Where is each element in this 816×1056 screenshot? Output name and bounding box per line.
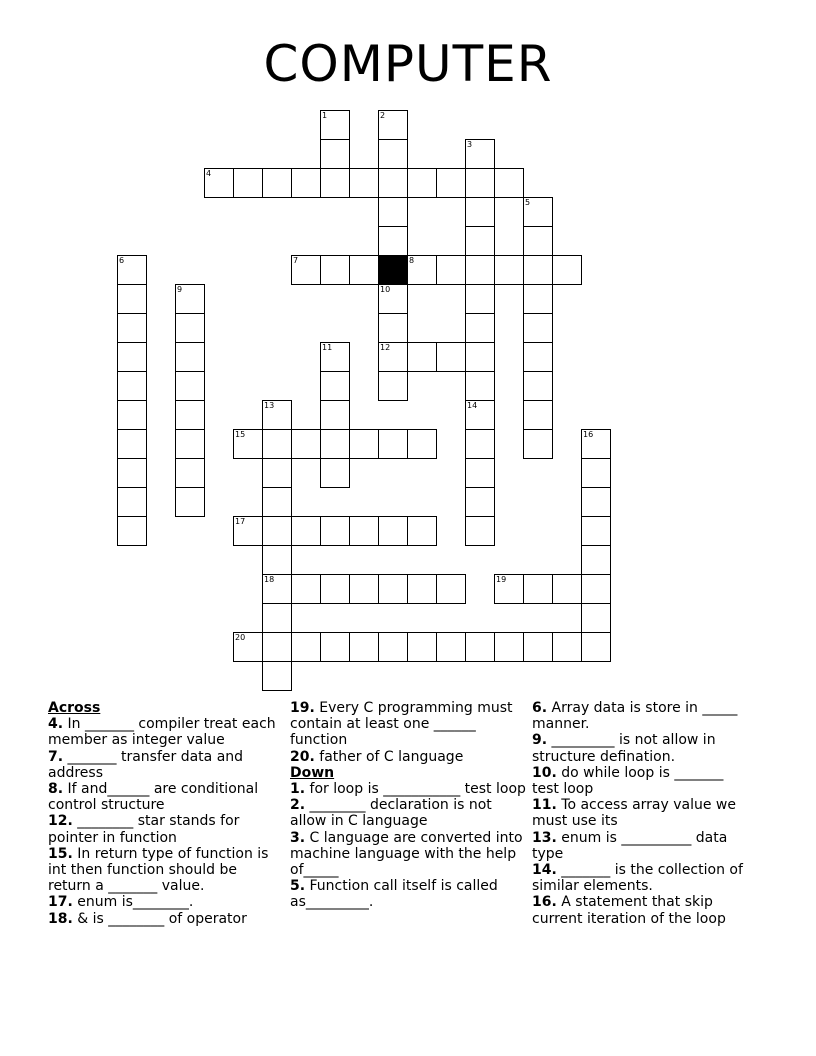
crossword-square[interactable] xyxy=(465,139,495,169)
crossword-square[interactable] xyxy=(320,342,350,372)
blocked-square xyxy=(378,255,408,285)
crossword-square[interactable] xyxy=(494,255,524,285)
crossword-square[interactable] xyxy=(349,632,379,662)
clue-down-5: 5. Function call itself is called as_________. xyxy=(290,878,498,911)
crossword-square[interactable] xyxy=(523,632,553,662)
crossword-square[interactable] xyxy=(552,255,582,285)
clue-across-12: 12. ________ star stands for pointer in function xyxy=(48,813,240,846)
crossword-square[interactable] xyxy=(262,400,292,430)
crossword-square[interactable] xyxy=(320,168,350,198)
across-heading: Across xyxy=(48,700,101,716)
crossword-square[interactable] xyxy=(175,313,205,343)
crossword-square[interactable] xyxy=(262,632,292,662)
crossword-square[interactable] xyxy=(407,632,437,662)
crossword-square[interactable] xyxy=(581,574,611,604)
crossword-square[interactable] xyxy=(523,371,553,401)
crossword-square[interactable] xyxy=(552,574,582,604)
crossword-square[interactable] xyxy=(465,458,495,488)
crossword-square[interactable] xyxy=(465,400,495,430)
crossword-square[interactable] xyxy=(523,255,553,285)
crossword-square[interactable] xyxy=(523,284,553,314)
crossword-square[interactable] xyxy=(465,168,495,198)
clues-column-2 xyxy=(290,700,526,911)
crossword-square[interactable] xyxy=(117,429,147,459)
square-number: 20 xyxy=(235,633,246,642)
crossword-square[interactable] xyxy=(465,255,495,285)
crossword-square[interactable] xyxy=(378,139,408,169)
crossword-square[interactable] xyxy=(262,168,292,198)
crossword-square[interactable] xyxy=(407,255,437,285)
crossword-square[interactable] xyxy=(117,313,147,343)
crossword-square[interactable] xyxy=(494,168,524,198)
clue-across-17: 17. enum is________. xyxy=(48,894,194,911)
crossword-square[interactable] xyxy=(320,400,350,430)
crossword-square[interactable] xyxy=(581,545,611,575)
square-number: 15 xyxy=(235,430,246,439)
square-number: 1 xyxy=(322,111,328,120)
crossword-square[interactable] xyxy=(291,255,321,285)
crossword-square[interactable] xyxy=(581,516,611,546)
square-number: 12 xyxy=(380,343,391,352)
crossword-square[interactable] xyxy=(436,574,466,604)
crossword-square[interactable] xyxy=(407,429,437,459)
clue-down-13: 13. enum is __________ data type xyxy=(532,829,728,862)
crossword-square[interactable] xyxy=(320,632,350,662)
crossword-square[interactable] xyxy=(117,487,147,517)
crossword-square[interactable] xyxy=(117,400,147,430)
crossword-square[interactable] xyxy=(233,168,263,198)
crossword-square[interactable] xyxy=(465,371,495,401)
crossword-square[interactable] xyxy=(465,429,495,459)
crossword-square[interactable] xyxy=(175,342,205,372)
clue-down-10: 10. do while loop is _______ test loop xyxy=(532,764,724,798)
clue-across-7: 7. _______ transfer data and address xyxy=(48,748,244,781)
crossword-square[interactable] xyxy=(465,342,495,372)
crossword-square[interactable] xyxy=(523,197,553,227)
crossword-square[interactable] xyxy=(175,487,205,517)
crossword-square[interactable] xyxy=(262,661,292,691)
clue-across-4: 4. In _______ compiler treat each member as integer value xyxy=(48,716,276,749)
square-number: 19 xyxy=(496,575,507,584)
crossword-square[interactable] xyxy=(349,516,379,546)
crossword-square[interactable] xyxy=(523,574,553,604)
crossword-square[interactable] xyxy=(436,632,466,662)
clue-across-15: 15. In return type of function is int then function should be return a _______ value. xyxy=(48,845,269,895)
square-number: 6 xyxy=(119,256,125,265)
crossword-square[interactable] xyxy=(320,458,350,488)
crossword-square[interactable] xyxy=(320,139,350,169)
crossword-square[interactable] xyxy=(175,400,205,430)
crossword-square[interactable] xyxy=(233,429,263,459)
clue-down-9: 9. _________ is not allow in structure defination. xyxy=(532,732,716,765)
crossword-square[interactable] xyxy=(117,255,147,285)
crossword-square[interactable] xyxy=(436,168,466,198)
crossword-square[interactable] xyxy=(117,284,147,314)
crossword-square[interactable] xyxy=(465,632,495,662)
crossword-square[interactable] xyxy=(262,603,292,633)
crossword-square[interactable] xyxy=(175,284,205,314)
clue-across-18: 18. & is ________ of operator xyxy=(48,910,247,927)
crossword-square[interactable] xyxy=(320,371,350,401)
crossword-square[interactable] xyxy=(291,429,321,459)
crossword-square[interactable] xyxy=(378,110,408,140)
crossword-square[interactable] xyxy=(291,168,321,198)
square-number: 3 xyxy=(467,140,473,149)
square-number: 16 xyxy=(583,430,594,439)
crossword-square[interactable] xyxy=(465,516,495,546)
crossword-square[interactable] xyxy=(436,342,466,372)
square-number: 4 xyxy=(206,169,212,178)
crossword-square[interactable] xyxy=(175,429,205,459)
crossword-square[interactable] xyxy=(581,632,611,662)
crossword-square[interactable] xyxy=(349,574,379,604)
crossword-square[interactable] xyxy=(117,516,147,546)
square-number: 10 xyxy=(380,285,391,294)
clues-column-1 xyxy=(48,700,278,927)
crossword-square[interactable] xyxy=(262,516,292,546)
crossword-square[interactable] xyxy=(291,574,321,604)
crossword-square[interactable] xyxy=(378,197,408,227)
clue-down-6: 6. Array data is store in _____ manner. xyxy=(532,700,738,733)
crossword-square[interactable] xyxy=(407,342,437,372)
crossword-square[interactable] xyxy=(262,458,292,488)
clue-across-8: 8. If and______ are conditional control structure xyxy=(48,781,259,814)
crossword-square[interactable] xyxy=(349,429,379,459)
crossword-square[interactable] xyxy=(320,574,350,604)
crossword-square[interactable] xyxy=(494,632,524,662)
crossword-square[interactable] xyxy=(523,226,553,256)
square-number: 17 xyxy=(235,517,246,526)
puzzle-title: COMPUTER xyxy=(263,35,553,93)
square-number: 14 xyxy=(467,401,478,410)
crossword-square[interactable] xyxy=(465,284,495,314)
crossword-square[interactable] xyxy=(378,342,408,372)
crossword-square[interactable] xyxy=(523,429,553,459)
square-number: 8 xyxy=(409,256,415,265)
crossword-square[interactable] xyxy=(465,313,495,343)
crossword-square[interactable] xyxy=(436,255,466,285)
crossword-square[interactable] xyxy=(262,545,292,575)
crossword-square[interactable] xyxy=(378,371,408,401)
clue-across-19: 19. Every C programming must contain at least one ______ function xyxy=(290,700,513,749)
square-number: 13 xyxy=(264,401,275,410)
crossword-square[interactable] xyxy=(581,458,611,488)
crossword-square[interactable] xyxy=(378,429,408,459)
crossword-square[interactable] xyxy=(465,487,495,517)
square-number: 2 xyxy=(380,111,386,120)
crossword-square[interactable] xyxy=(378,313,408,343)
crossword-square[interactable] xyxy=(262,487,292,517)
clue-down-14: 14. _______ is the collection of similar elements. xyxy=(532,862,743,895)
crossword-square[interactable] xyxy=(378,516,408,546)
crossword-square[interactable] xyxy=(349,255,379,285)
square-number: 9 xyxy=(177,285,183,294)
crossword-square[interactable] xyxy=(117,458,147,488)
clue-down-16: 16. A statement that skip current iteration of the loop xyxy=(532,894,726,927)
clue-across-20: 20. father of C language xyxy=(290,748,464,765)
square-number: 11 xyxy=(322,343,333,352)
crossword-square[interactable] xyxy=(262,574,292,604)
crossword-square[interactable] xyxy=(349,168,379,198)
crossword-square[interactable] xyxy=(291,632,321,662)
crossword-square[interactable] xyxy=(552,632,582,662)
crossword-square[interactable] xyxy=(378,632,408,662)
crossword-square[interactable] xyxy=(523,400,553,430)
crossword-square[interactable] xyxy=(581,429,611,459)
square-number: 18 xyxy=(264,575,275,584)
crossword-square[interactable] xyxy=(378,574,408,604)
clue-down-11: 11. To access array value we must use its xyxy=(532,797,736,830)
square-number: 7 xyxy=(293,256,299,265)
crossword-square[interactable] xyxy=(320,429,350,459)
crossword-square[interactable] xyxy=(117,371,147,401)
crossword-square[interactable] xyxy=(465,197,495,227)
crossword-square[interactable] xyxy=(494,574,524,604)
crossword-square[interactable] xyxy=(407,516,437,546)
square-number: 5 xyxy=(525,198,531,207)
crossword-square[interactable] xyxy=(407,574,437,604)
crossword-square[interactable] xyxy=(320,516,350,546)
crossword-square[interactable] xyxy=(378,284,408,314)
clues-column-3 xyxy=(532,700,754,927)
crossword-square[interactable] xyxy=(204,168,234,198)
crossword-square[interactable] xyxy=(465,226,495,256)
clue-down-3: 3. C language are converted into machine language with the help of_____ xyxy=(290,829,523,879)
crossword-square[interactable] xyxy=(581,487,611,517)
crossword-square[interactable] xyxy=(378,168,408,198)
clue-down-1: 1. for loop is ___________ test loop xyxy=(290,781,526,798)
down-heading: Down xyxy=(290,764,335,781)
crossword-square[interactable] xyxy=(291,516,321,546)
crossword-square[interactable] xyxy=(320,255,350,285)
crossword-square[interactable] xyxy=(378,226,408,256)
crossword-square[interactable] xyxy=(407,168,437,198)
crossword-square[interactable] xyxy=(233,632,263,662)
clue-down-2: 2. ________ declaration is not allow in C language xyxy=(290,797,492,830)
crossword-square[interactable] xyxy=(320,110,350,140)
crossword-square[interactable] xyxy=(117,342,147,372)
crossword-square[interactable] xyxy=(262,429,292,459)
crossword-square[interactable] xyxy=(233,516,263,546)
crossword-square[interactable] xyxy=(175,458,205,488)
crossword-square[interactable] xyxy=(581,603,611,633)
crossword-square[interactable] xyxy=(175,371,205,401)
crossword-square[interactable] xyxy=(523,313,553,343)
crossword-square[interactable] xyxy=(523,342,553,372)
